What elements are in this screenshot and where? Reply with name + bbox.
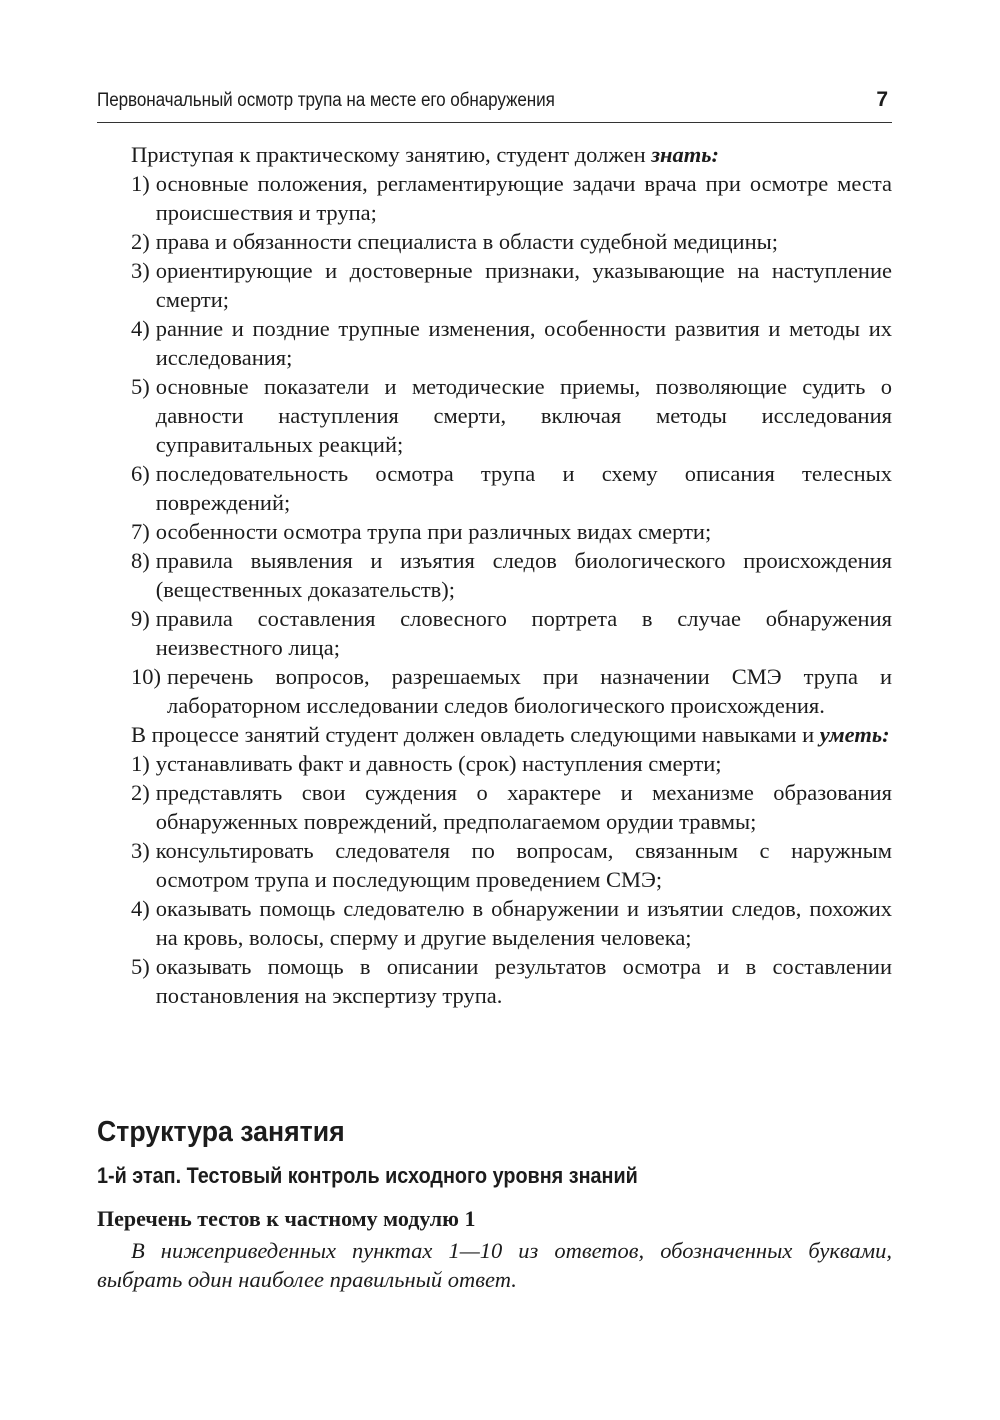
- list-item-text: перечень вопросов, разрешаемых при назначении СМЭ трупа и лабораторном исследовании следов биологического происхождения.: [167, 664, 892, 718]
- list-item-text: ориентирующие и достоверные признаки, указывающие на наступление смерти;: [155, 258, 892, 312]
- know-intro-emph: знать:: [651, 142, 720, 167]
- list-item-text: особенности осмотра трупа при различных видах смерти;: [155, 519, 712, 544]
- list-item-text: основные показатели и методические приемы, позволяющие судить о давности наступления смерти, включая методы исследования суправитальных реакций;: [155, 374, 892, 457]
- list-item-text: правила выявления и изъятия следов биологического происхождения (вещественных доказательств);: [155, 548, 892, 602]
- list-item: [97, 778, 892, 836]
- list-item-number: 8): [131, 548, 150, 573]
- list-item: [97, 517, 892, 546]
- skills-intro-emph: уметь:: [819, 722, 890, 747]
- page-number: 7: [876, 88, 888, 111]
- list-item-text: ранние и поздние трупные изменения, особенности развития и методы их исследования;: [155, 316, 892, 370]
- know-list: [97, 169, 892, 720]
- list-item-number: 3): [131, 838, 150, 863]
- tests-heading: Перечень тестов к частному модулю 1: [97, 1206, 476, 1231]
- list-item-text: основные положения, регламентирующие задачи врача при осмотре места происшествия и трупа;: [155, 171, 892, 225]
- list-item: [97, 749, 892, 778]
- list-item: [97, 314, 892, 372]
- list-item-text: оказывать помощь следователю в обнаружении и изъятии следов, похожих на кровь, волосы, сперму и другие выделения человека;: [155, 896, 892, 950]
- list-item-number: 2): [131, 780, 150, 805]
- know-intro-text: Приступая к практическому занятию, студент должен: [131, 142, 652, 167]
- running-header: [97, 88, 892, 123]
- list-item-number: 3): [131, 258, 150, 283]
- list-item: [97, 952, 892, 1010]
- list-item-text: устанавливать факт и давность (срок) наступления смерти;: [155, 751, 722, 776]
- list-item-text: права и обязанности специалиста в области судебной медицины;: [155, 229, 778, 254]
- list-item: [97, 604, 892, 662]
- list-item-text: правила составления словесного портрета в случае обнаружения неизвестного лица;: [155, 606, 892, 660]
- list-item-number: 10): [131, 664, 161, 689]
- skills-list: [97, 749, 892, 1010]
- list-item: [97, 227, 892, 256]
- list-item: [97, 662, 892, 720]
- list-item: [97, 459, 892, 517]
- list-item-text: последовательность осмотра трупа и схему описания телесных повреждений;: [155, 461, 892, 515]
- list-item-number: 5): [131, 374, 150, 399]
- list-item: [97, 372, 892, 459]
- list-item-number: 2): [131, 229, 150, 254]
- list-item-text: представлять свои суждения о характере и механизме образования обнаруженных повреждений, предполагаемом орудии травмы;: [155, 780, 892, 834]
- list-item: [97, 546, 892, 604]
- list-item-number: 9): [131, 606, 150, 631]
- list-item-number: 5): [131, 954, 150, 979]
- list-item: [97, 256, 892, 314]
- list-item-number: 6): [131, 461, 150, 486]
- list-item-text: консультировать следователя по вопросам, связанным с наружным осмотром трупа и последующим проведением СМЭ;: [155, 838, 892, 892]
- list-item: [97, 894, 892, 952]
- list-item-text: оказывать помощь в описании результатов осмотра и в составлении постановления на экспертизу трупа.: [155, 954, 892, 1008]
- running-header-title: Первоначальный осмотр трупа на месте его обнаружения: [97, 90, 555, 111]
- list-item: [97, 169, 892, 227]
- know-intro: [97, 140, 892, 169]
- list-item-number: 1): [131, 751, 150, 776]
- section-heading: Структура занятия: [97, 1116, 345, 1148]
- body-text: [97, 140, 892, 1010]
- list-item-number: 4): [131, 316, 150, 341]
- skills-intro: [97, 720, 892, 749]
- list-item: [97, 836, 892, 894]
- stage-heading: 1-й этап. Тестовый контроль исходного уровня знаний: [97, 1163, 638, 1188]
- skills-intro-text: В процессе занятий студент должен овладеть следующими навыками и: [131, 722, 820, 747]
- list-item-number: 4): [131, 896, 150, 921]
- test-instruction: В нижеприведенных пунктах 1—10 из ответов, обозначенных буквами, выбрать один наиболее правильный ответ.: [97, 1238, 892, 1292]
- list-item-number: 1): [131, 171, 150, 196]
- list-item-number: 7): [131, 519, 150, 544]
